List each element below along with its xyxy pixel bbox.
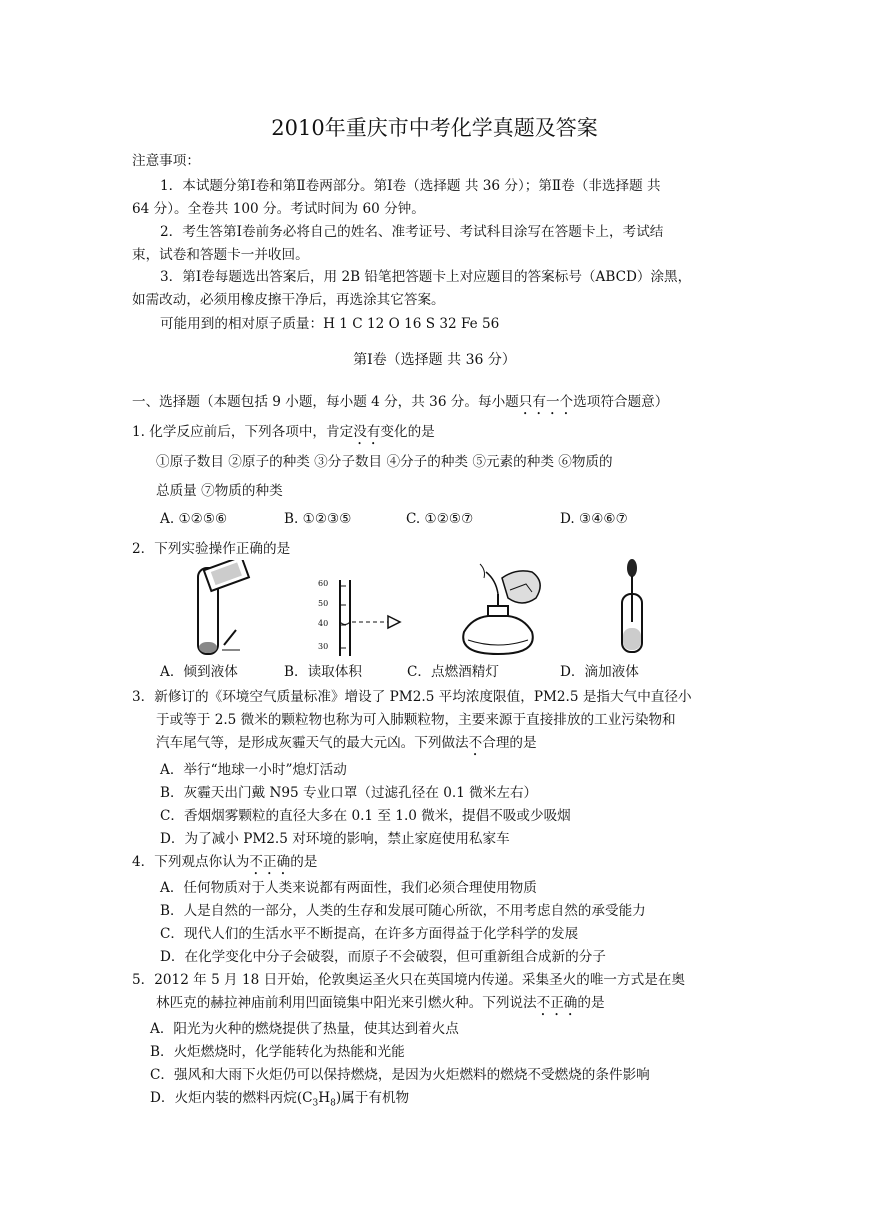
scale-label: 60 [318,579,329,588]
question-2-option-a: A．倾到液体 [160,664,238,680]
emphasis: 只有一个 [518,394,574,410]
scale-label: 50 [318,599,329,608]
question-2-option-b: B．读取体积 [284,664,362,680]
notice-item-3-cont: 如需改动，必须用橡皮擦干净后，再选涂其它答案。 [132,292,445,308]
notice-item-1-cont: 64 分）。全卷共 100 分。考试时间为 60 分钟。 [132,201,425,217]
notice-heading: 注意事项： [132,153,200,169]
question-2-stem: 2．下列实验操作正确的是 [132,541,291,557]
question-1-stem: 1. 化学反应前后，下列各项中，肯定没有变化的是 [132,424,435,440]
part-heading: 一、选择题（本题包括 9 小题，每小题 4 分，共 36 分。每小题只有一个选项符合题意） [132,394,669,410]
question-5-option-c: C．强风和大雨下火炬仍可以保持燃烧，是因为火炬燃料的燃烧不受燃烧的条件影响 [150,1067,650,1083]
atomic-mass-note: 可能用到的相对原子质量：H 1 C 12 O 16 S 32 Fe 56 [160,316,500,332]
question-3-option-c: C．香烟烟雾颗粒的直径大多在 0.1 至 1.0 微米，提倡不吸或少吸烟 [160,808,571,824]
figure-pouring-liquid [178,560,258,658]
question-3-option-d: D．为了减小 PM2.5 对环境的影响，禁止家庭使用私家车 [160,831,510,847]
notice-item-1: 1．本试题分第Ⅰ卷和第Ⅱ卷两部分。第Ⅰ卷（选择题 共 36 分）；第Ⅱ卷（非选择题 共 [160,178,661,194]
notice-item-2-cont: 束，试卷和答题卡一并收回。 [132,247,309,263]
question-3-option-b: B．灰霾天出门戴 N95 专业口罩（过滤孔径在 0.1 微米左右） [160,785,538,801]
scale-label: 40 [318,619,329,628]
emphasis: 不正确 [249,854,291,870]
question-2-option-d: D．滴加液体 [560,664,639,680]
question-3-stem-cont: 于或等于 2.5 微米的颗粒物也称为可入肺颗粒物，主要来源于直接排放的工业污染物和 [156,712,676,728]
figure-reading-volume [316,578,406,658]
scale-label: 30 [318,642,329,651]
question-5-stem: 5．2012 年 5 月 18 日开始，伦敦奥运圣火只在英国境内传递。采集圣火的唯一方式是在奥 [132,972,685,988]
page-title: 2010年重庆市中考化学真题及答案 [271,116,598,140]
question-4-option-c: C．现代人们的生活水平不断提高，在许多方面得益于化学科学的发展 [160,926,579,942]
question-4-option-a: A．任何物质对于人类来说都有两面性，我们必须合理使用物质 [160,880,537,896]
question-1-option-b: B. ①②③⑤ [284,511,352,527]
question-4-option-b: B．人是自然的一部分，人类的生存和发展可随心所欲，不用考虑自然的承受能力 [160,903,646,919]
question-4-stem: 4．下列观点你认为不正确的是 [132,854,318,870]
section-title: 第Ⅰ卷（选择题 共 36 分） [353,352,516,368]
notice-item-2: 2．考生答第Ⅰ卷前务必将自己的姓名、准考证号、考试科目涂写在答题卡上，考试结 [160,224,664,240]
question-3-stem: 3．新修订的《环境空气质量标准》增设了 PM2.5 平均浓度限值，PM2.5 是指大气中直径小 [132,689,692,705]
question-3-option-a: A．举行“地球一小时”熄灯活动 [160,762,347,778]
notice-item-3: 3．第Ⅰ卷每题选出答案后，用 2B 铅笔把答题卡上对应题目的答案标号（ABCD）涂黑， [160,269,692,285]
emphasis: 不正确 [536,995,578,1011]
question-4-option-d: D．在化学变化中分子会破裂，而原子不会破裂，但可重新组合成新的分子 [160,949,606,965]
question-1-option-d: D. ③④⑥⑦ [560,511,628,527]
question-1-option-a: A. ①②⑤⑥ [160,511,228,527]
emphasis: 没有 [353,424,381,440]
question-5-stem-cont: 林匹克的赫拉神庙前利用凹面镜集中阳光来引燃火种。下列说法不正确的是 [156,995,605,1011]
question-2-option-c: C．点燃酒精灯 [407,664,499,680]
question-1-option-c: C. ①②⑤⑦ [406,511,474,527]
question-5-option-d: D．火炬内装的燃料丙烷$(C_3H_8)$属于有机物 [150,1090,410,1109]
question-5-option-b: B．火炬燃烧时，化学能转化为热能和光能 [150,1044,405,1060]
question-1-items: ①原子数目 ②原子的种类 ③分子数目 ④分子的种类 ⑤元素的种类 ⑥物质的 [156,454,613,470]
emphasis: 不 [468,735,483,751]
question-5-option-a: A．阳光为火种的燃烧提供了热量，使其达到着火点 [150,1021,459,1037]
question-3-stem-cont: 汽车尾气等，是形成灰霾天气的最大元凶。下列做法不合理的是 [156,735,537,751]
question-1-items-cont: 总质量 ⑦物质的种类 [156,483,283,499]
figure-adding-drops [606,556,656,656]
figure-lighting-lamp [450,560,550,658]
